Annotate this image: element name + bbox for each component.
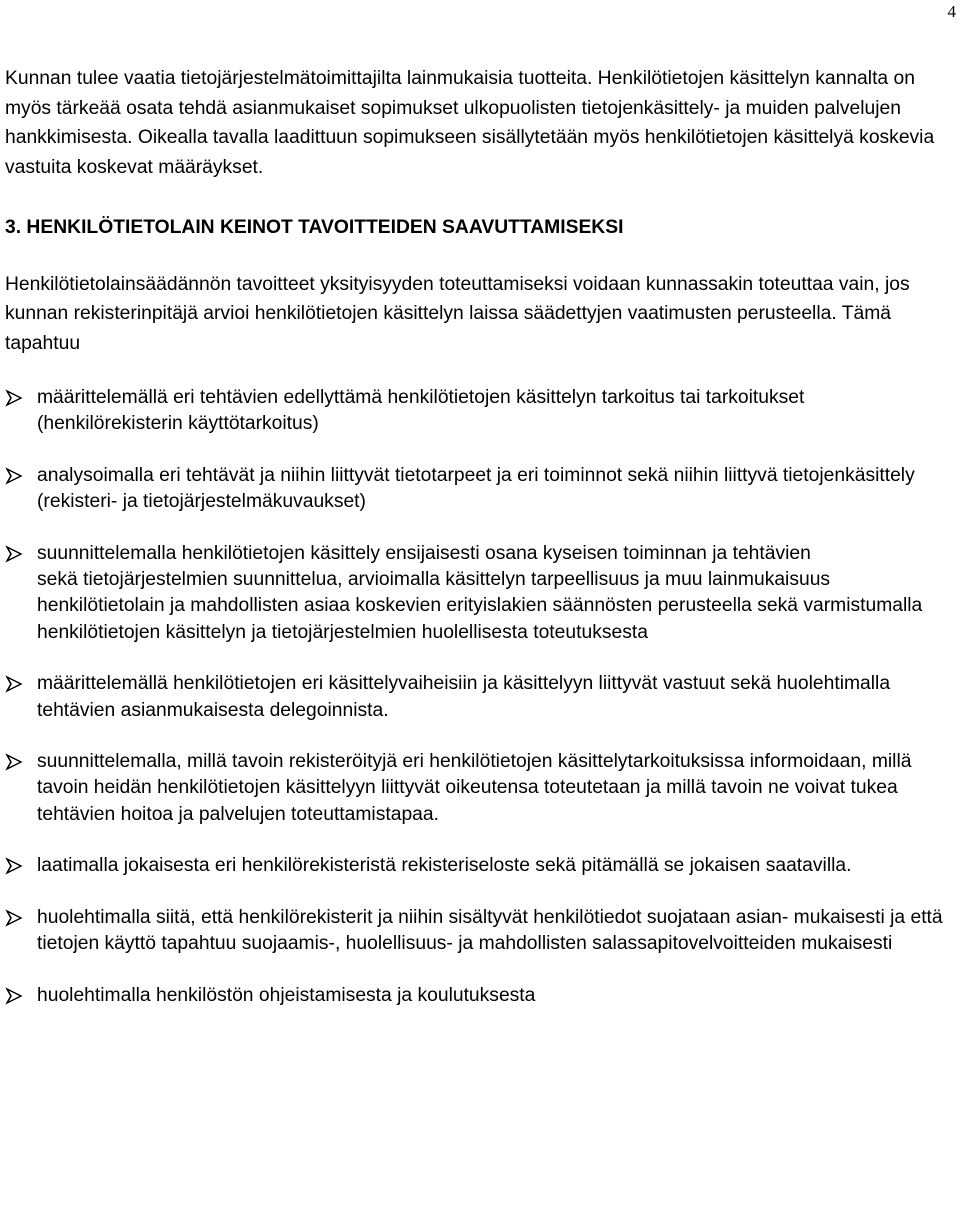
- list-item: [5, 671, 955, 724]
- bullet-text: määrittelemällä eri tehtävien edellyttämä henkilötietojen käsittelyn tarkoitus tai tarkoitukset (henkilörekisterin käyttötarkoitus): [37, 387, 805, 435]
- page-number: 4: [947, 2, 956, 21]
- bullet-text: laatimalla jokaisesta eri henkilörekisteristä rekisteriseloste sekä pitämällä se jokaisen saatavilla.: [37, 855, 852, 877]
- arrowhead-bullet-icon: [5, 389, 23, 407]
- section-heading: 3. HENKILÖTIETOLAIN KEINOT TAVOITTEIDEN SAAVUTTAMISEKSI: [5, 217, 624, 238]
- arrowhead-bullet-icon: [5, 467, 23, 485]
- bullet-text: suunnittelemalla henkilötietojen käsittely ensijaisesti osana kyseisen toiminnan ja tehtävien: [37, 542, 811, 564]
- bullet-text: määrittelemällä henkilötietojen eri käsittelyvaiheisiin ja käsittelyyn liittyvät vastuut sekä huolehtimalla tehtävien asianmukaisesta delegoinnista.: [37, 673, 891, 721]
- list-item: [5, 385, 955, 438]
- list-item: [5, 463, 955, 516]
- document-body: [5, 64, 955, 1034]
- bullet-text: analysoimalla eri tehtävät ja niihin liittyvät tietotarpeet ja eri toiminnot sekä niihin liittyvä tietojenkäsittely (rekisteri- ja tietojärjestelmäkuvaukset): [37, 464, 915, 513]
- list-item: [5, 853, 955, 879]
- bullet-text: huolehtimalla henkilöstön ohjeistamisesta ja koulutuksesta: [37, 984, 536, 1006]
- arrowhead-bullet-icon: [5, 909, 23, 927]
- arrowhead-bullet-icon: [5, 675, 23, 693]
- list-item: [5, 983, 955, 1009]
- arrowhead-bullet-icon: [5, 545, 23, 563]
- list-item: [5, 905, 955, 958]
- arrowhead-bullet-icon: [5, 753, 23, 771]
- bullet-text: suunnittelemalla, millä tavoin rekisteröityjä eri henkilötietojen käsittelytarkoituksissa informoidaan, millä tavoin heidän henkilötietojen käsittelyyn liittyvät oikeutensa toteutetaan ja millä tavoin ne voivat tukea tehtävien hoitoa ja palvelujen toteuttamistapaa.: [37, 751, 912, 825]
- bullet-continuation-text: sekä tietojärjestelmien suunnittelua, arvioimalla käsittelyn tarpeellisuus ja muu lainmukaisuus henkilötietolain ja mahdollisten asiaa koskevien erityislakien säännösten perusteella sekä varmistumalla henkilötietojen käsittelyn ja tietojärjestelmien huolellisesta toteutuksesta: [37, 569, 923, 643]
- intro-paragraph: Kunnan tulee vaatia tietojärjestelmätoimittajilta lainmukaisia tuotteita. Henkilötietojen käsittelyn kannalta on myös tärkeää osata tehdä asianmukaiset sopimukset ulkopuolisten tietojenkäsittely- ja muiden palvelujen hankkimisesta. Oikealla tavalla laadittuun sopimukseen sisällytetään myös henkilötietojen käsittelyä koskevia vastuita koskevat määräykset.: [5, 68, 935, 178]
- list-item: [5, 749, 955, 828]
- bullet-text: huolehtimalla siitä, että henkilörekisterit ja niihin sisältyvät henkilötiedot suojataan asian- mukaisesti ja että tietojen käyttö tapahtuu suojaamis-, huolellisuus- ja mahdollisten salassapitovelvoitteiden mukaisesti: [37, 906, 943, 955]
- arrowhead-bullet-icon: [5, 987, 23, 1005]
- bullet-list: [5, 385, 955, 1009]
- list-item: [5, 541, 955, 647]
- arrowhead-bullet-icon: [5, 857, 23, 875]
- section-paragraph: Henkilötietolainsäädännön tavoitteet yksityisyyden toteuttamiseksi voidaan kunnassakin toteuttaa vain, jos kunnan rekisterinpitäjä arvioi henkilötietojen käsittelyn laissa säädettyjen vaatimusten perusteella. Tämä tapahtuu: [5, 273, 910, 354]
